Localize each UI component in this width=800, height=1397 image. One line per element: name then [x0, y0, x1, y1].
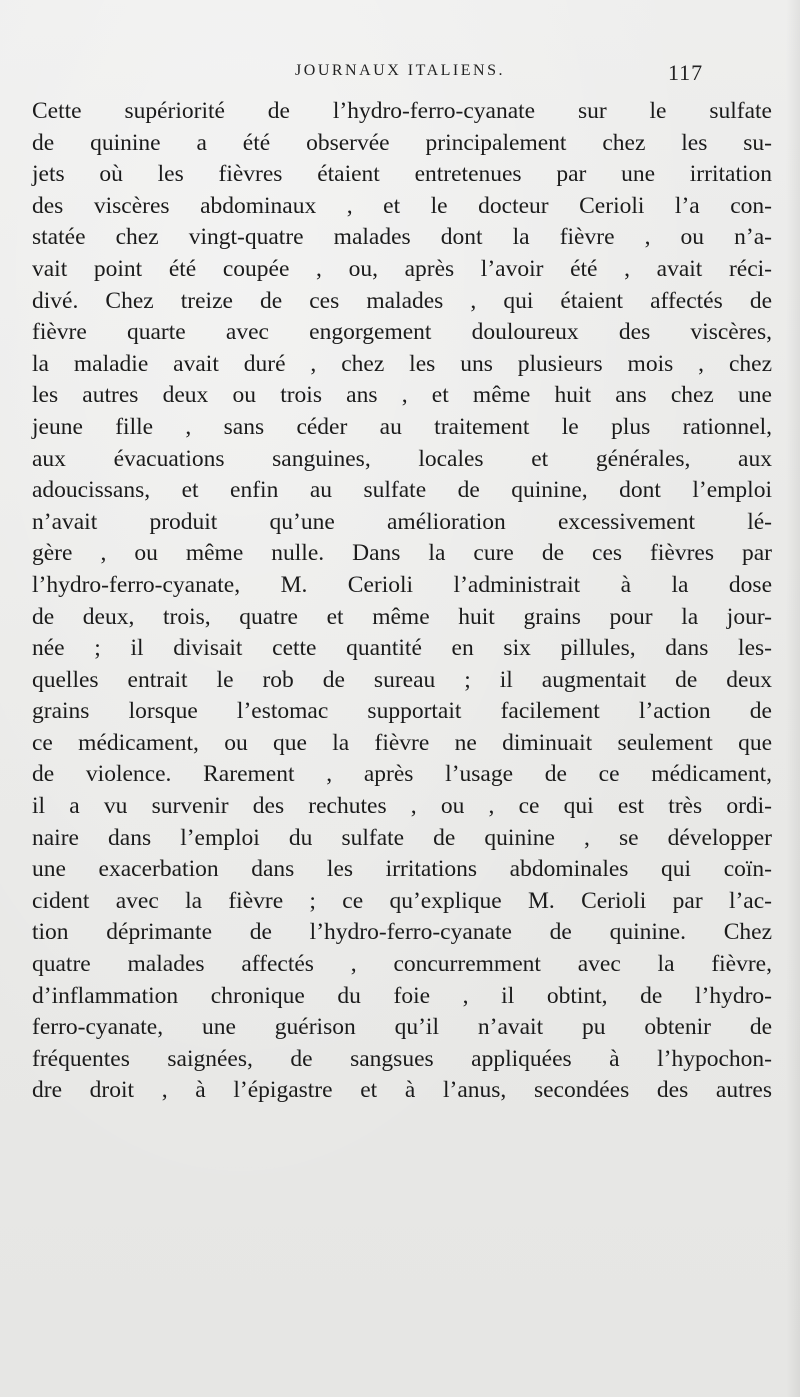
text-line-21: ce médicament, ou que la fièvre ne diminuait seulement que	[32, 729, 772, 756]
text-line-31: fréquentes saignées, de sangsues appliquées à l’hypochon-	[32, 1045, 772, 1072]
text-line-30: ferro-cyanate, une guérison qu’il n’avait pu obtenir de	[32, 1014, 772, 1041]
page-number: 117	[668, 60, 704, 85]
text-line-5: statée chez vingt-quatre malades dont la fièvre , ou n’a-	[32, 224, 772, 251]
text-line-25: une exacerbation dans les irritations abdominales qui coïn-	[32, 856, 772, 883]
text-line-18: née ; il divisait cette quantité en six pillules, dans les-	[32, 635, 772, 662]
text-line-7: divé. Chez treize de ces malades , qui étaient affectés de	[32, 287, 772, 314]
text-line-11: jeune fille , sans céder au traitement le plus rationnel,	[32, 413, 772, 440]
text-line-9: la maladie avait duré , chez les uns plusieurs mois , chez	[32, 350, 772, 377]
text-line-8: fièvre quarte avec engorgement douloureux des viscères,	[32, 319, 772, 346]
text-line-14: n’avait produit qu’une amélioration excessivement lé-	[32, 508, 772, 535]
text-line-29: d’inflammation chronique du foie , il obtint, de l’hydro-	[32, 982, 772, 1009]
running-head	[0, 60, 800, 90]
text-line-24: naire dans l’emploi du sulfate de quinine , se développer	[32, 824, 772, 851]
page-edge-shadow	[786, 0, 800, 1397]
text-line-1: Cette supériorité de l’hydro-ferro-cyanate sur le sulfate	[32, 98, 772, 124]
text-line-19: quelles entrait le rob de sureau ; il augmentait de deux	[32, 666, 772, 693]
text-line-23: il a vu survenir des rechutes , ou , ce qui est très ordi-	[32, 793, 772, 820]
text-line-26: cident avec la fièvre ; ce qu’explique M. Cerioli par l’ac-	[32, 887, 772, 914]
body-text	[32, 96, 772, 1107]
text-line-15: gère , ou même nulle. Dans la cure de ces fièvres par	[32, 540, 772, 567]
text-line-32: dre droit , à l’épigastre et à l’anus, secondées des autres	[32, 1077, 772, 1104]
text-line-20: grains lorsque l’estomac supportait facilement l’action de	[32, 698, 772, 725]
running-title: JOURNAUX ITALIENS.	[295, 62, 505, 79]
text-line-10: les autres deux ou trois ans , et même huit ans chez une	[32, 382, 772, 409]
text-line-16: l’hydro-ferro-cyanate, M. Cerioli l’administrait à la dose	[32, 571, 772, 598]
text-line-6: vait point été coupée , ou, après l’avoir été , avait réci-	[32, 255, 772, 282]
text-line-13: adoucissans, et enfin au sulfate de quinine, dont l’emploi	[32, 477, 772, 504]
text-line-28: quatre malades affectés , concurremment avec la fièvre,	[32, 951, 772, 978]
text-line-4: des viscères abdominaux , et le docteur Cerioli l’a con-	[32, 192, 772, 219]
text-line-22: de violence. Rarement , après l’usage de ce médicament,	[32, 761, 772, 788]
text-line-17: de deux, trois, quatre et même huit grains pour la jour-	[32, 603, 772, 630]
text-line-12: aux évacuations sanguines, locales et générales, aux	[32, 445, 772, 472]
text-line-27: tion déprimante de l’hydro-ferro-cyanate de quinine. Chez	[32, 919, 772, 946]
text-line-2: de quinine a été observée principalement chez les su-	[32, 129, 772, 156]
text-line-3: jets où les fièvres étaient entretenues par une irritation	[32, 161, 772, 188]
